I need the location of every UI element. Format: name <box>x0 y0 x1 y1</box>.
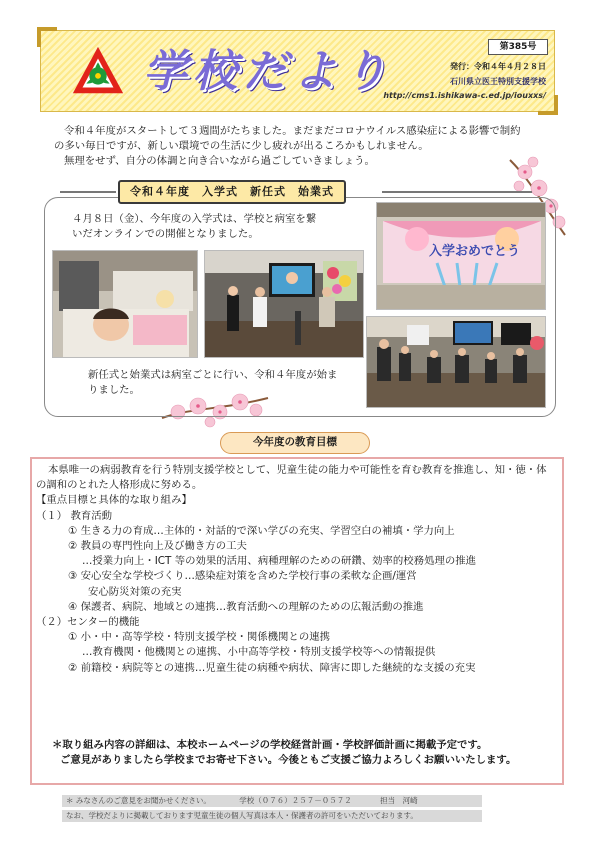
contact-person: 担当 河崎 <box>380 796 418 805</box>
goal-item: ② 教員の専門性向上及び働き方の工夫 <box>68 540 247 553</box>
school-url-link[interactable]: http://cms1.ishikawa-c.ed.jp/iouxxs/ <box>383 91 546 100</box>
intro-paragraph: 無理をせず、自分の体調と向き合いながら過ごしていきましょう。 <box>64 155 375 167</box>
masthead-banner <box>40 30 555 112</box>
banner-text: 入学おめでとう <box>429 244 521 259</box>
school-emblem-icon <box>69 43 127 101</box>
education-goals <box>36 463 556 676</box>
goal-item: ④ 保護者、病院、地域との連携…教育活動への理解のための広報活動の推進 <box>68 600 424 613</box>
online-ceremony-photo <box>204 250 364 358</box>
goal-item: ① 小・中・高等学校・特別支援学校・関係機関との連携 <box>68 631 330 644</box>
privacy-notice: なお、学校だよりに掲載しております児童生徒の個人写真は本人・保護者の許可をいただいております。 <box>62 810 482 822</box>
contact-bar <box>62 795 482 807</box>
goal-area: （２）センター的機能 <box>36 616 140 629</box>
intro-paragraph: 令和４年度がスタートして３週間がたちました。まだまだコロナウイルス感染症による影響で制約の多い毎日ですが、新しい環境での生活に少し疲れが出るころかもしれません。 <box>54 125 521 152</box>
goal-area: （１） 教育活動 <box>36 509 113 522</box>
section-title: 今年度の教育目標 <box>220 432 370 454</box>
goal-item-detail: 安心防災対策の充実 <box>88 585 182 598</box>
goal-item: ③ 安心安全な学校づくり…感染症対策を含めた学校行事の柔軟な企画/運営 <box>68 570 417 583</box>
opinion-request: ＊ みなさんのご意見をお聞かせください。 <box>66 796 211 805</box>
issue-number: 第385号 <box>488 39 548 55</box>
publish-date: 発行：令和４年４月２８日 <box>450 62 546 71</box>
goal-item: ② 前籍校・病院等との連携…児童生徒の病種や病状、障害に即した継続的な支援の充実 <box>68 661 476 674</box>
note-line: ご意見がありましたら学校までお寄せ下さい。今後ともご支援ご協力よろしくお願いいたします。 <box>60 754 517 766</box>
ceremony-text: 新任式と始業式は病室ごとに行い、令和４年度が始まりました。 <box>88 369 338 396</box>
hospital-room-photo <box>52 250 198 358</box>
school-name: 石川県立医王特別支援学校 <box>450 77 546 86</box>
divider <box>382 191 532 193</box>
masthead-title: 学校だより <box>143 46 393 97</box>
footer <box>62 795 482 825</box>
goal-item-detail: …授業力向上・ICT 等の効果的活用、病種理解のための研鑽、効率的校務処理の推進 <box>82 555 477 568</box>
intro-text <box>54 124 524 169</box>
mission-statement: 本県唯一の病弱教育を行う特別支援学校として、児童生徒の能力や可能性を育む教育を推進し、知・徳・体の調和のとれた人格形成に努める。 <box>36 464 547 492</box>
goals-heading: 【重点目標と具体的な取り組み】 <box>36 494 192 507</box>
classroom-ceremony-photo <box>366 316 546 408</box>
welcome-decoration-photo <box>376 202 546 310</box>
note-line: ＊取り組み内容の詳細は、本校ホームページの学校経営計画・学校評価計画に掲載予定です。 <box>52 739 488 751</box>
section-title: 令和４年度 入学式 新任式 始業式 <box>118 180 346 204</box>
ceremony-text: ４月８日（金）、今年度の入学式は、学校と病室を繋いだオンラインでの開催となりました。 <box>72 213 317 240</box>
phone-number: 学校（０７６）２５７－０５７２ <box>239 796 352 805</box>
corner-ornament <box>37 27 57 47</box>
divider <box>60 191 116 193</box>
goal-item-detail: …教育機関・他機関との連携、小中高等学校・特別支援学校等への情報提供 <box>82 646 436 659</box>
goal-item: ① 生きる力の育成…主体的・対話的で深い学びの充実、学習空白の補填・学力向上 <box>68 524 455 537</box>
details-note <box>52 738 558 768</box>
